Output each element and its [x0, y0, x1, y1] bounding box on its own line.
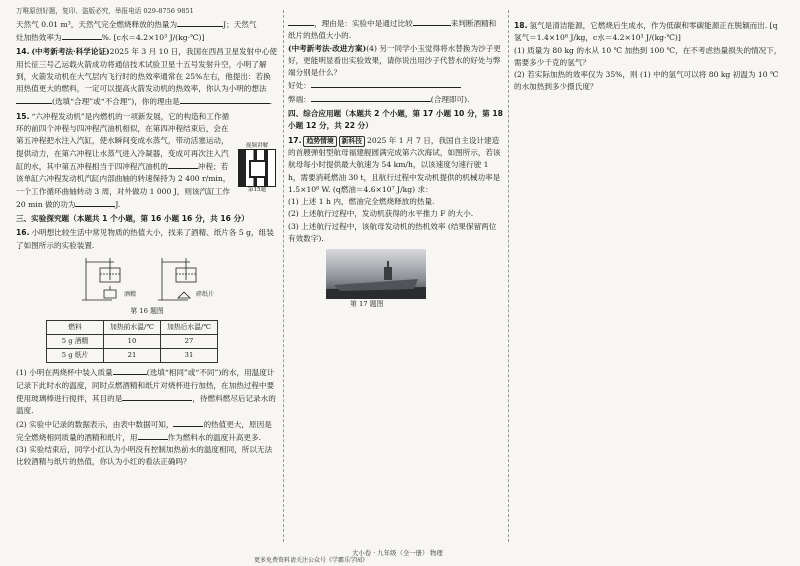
q16-part3-continuation: ，理由是：实验中是通过比较 来判断酒精和纸片的热值大小的. — [288, 19, 497, 41]
question-14: 14. (中考新考法·科学论证)2025 年 3 月 10 日，我国在西昌卫星发射中心使用长征三号乙运载火箭成功将通信技术试验卫星十五号发射升空，小明了解到，火箭发动机在大气层内飞行时的热效率通常在 25%左右，他提出：若换用热值更大的燃料，一定可以提高火箭发动机的热效率，你认为小明的想法(选填“合理”或“不合理”)，你的理由是 . — [16, 47, 278, 107]
aircraft-carrier-photo — [326, 249, 426, 299]
column-1: 万唯原创好题，复印、盗版必究，举报电话 029-8756 9851 天然气 0.01 m³，天然气完全燃烧释放的热量为 J；天然气 灶加热效率为 %. [c水＝4.2×10³ J/(kg·℃)] 14. (中考新考法·科学论证)2025 年 3 月 10 日，我国在西昌卫星发射中心使用长征三号乙运载火箭成功将通信技术试验卫星十五号发射升空，小明了解到，火箭发动机在大气层内飞行时的热效率通常在 25%左右，他提出：若换用热值更大的燃料，一定可以提高火箭发动机的热效率，你认为小明的想法(选填“合理”或“不合理”)，你的理由是 . 视频讲解 第15题 15. “六冲程发动机”是内燃机的一项新发展，它的构造和工作循环的前四个冲程与四冲程汽油机相似，在第四冲程结束后，会在第五冲程把水注入汽缸，使水瞬间变成水蒸气，带动活塞运动，提供动力，在第六冲程让水蒸气进入冷凝器，变成可再次注入汽缸的水，其中第五冲程相当于四冲程汽油机的 冲程；若该单缸六冲程发动机汽缸内部曲轴的转速保持为 2 400 r/min，一个工作循环曲轴转动 3 周，对外做功 1 000 J，则该汽缸工作 20 min 做的功为 J. 三、实验探究题（本题共 1 个小题，第 16 小题 16 分，共 16 分） 16. 小明想比较生活中常见物质的热值大小，找来了酒精、纸片各 5 g，组装了如图所示的实验装置. 酒精 碎纸片 第 16 题图 燃料 加热前水温/℃ 加热后水温/℃ 5 g 酒精 10 27 5 g 纸片 21 31 (1) 小明在两烧杯中装入质量 (选填“相同”或“不同”)的水，用温度计记录下此时水的温度，同时点燃酒精和纸片对烧杯进行加热，在加热过程中要使用玻璃棒进行搅拌，其目的是 ，待燃料燃尽后记录水的温度. (2) 实验中记录的数据表示，由表中数据可知， 的热值更大，原因是完全燃烧相同质量的酒精和纸片，用 作为燃料水的温度升高更多. (3) 实验结束后，同学小红认为小明没有控制加热前水的温度相同，所以无法比较酒精与纸片的热值，你认为小红的看法正确吗？ — [16, 6, 278, 544]
figure-16-caption: 第 16 题图 — [130, 307, 164, 316]
experiment-figure — [16, 254, 278, 317]
footer-notice: 更多免费资料请关注公众号《学霸乐学园》 — [254, 557, 369, 565]
ship-icon — [326, 249, 426, 299]
section-3-heading: 三、实验探究题（本题共 1 个小题，第 16 小题 16 分，共 16 分） — [16, 214, 249, 224]
q13-continuation: 天然气 0.01 m³，天然气完全燃烧释放的热量为 J；天然气 — [16, 19, 257, 29]
header-watermark: 万唯原创好题，复印、盗版必究，举报电话 029-8756 9851 — [16, 7, 194, 15]
question-15: 15. “六冲程发动机”是内燃机的一项新发展，它的构造和工作循环的前四个冲程与四冲程汽油机相似，在第四冲程结束后，会在第五冲程把水注入汽缸，使水瞬间变成水蒸气，带动活塞运动，提供动力，在第六冲程让水蒸气进入冷凝器，变成可再次注入汽缸的水，其中第五冲程相当于四冲程汽油机的 冲程；若该单缸六冲程发动机汽缸内部曲轴的转速保持为 2 400 r/min，一个工作循环曲轴转动 3 周，对外做功 1 000 J，则该汽缸工作 20 min 做的功为 J. — [16, 111, 231, 209]
answer-blank[interactable] — [62, 31, 102, 40]
column-divider — [283, 10, 284, 542]
label-alcohol: 酒精 — [124, 291, 137, 299]
question-18: 18. 氢气是清洁能源，它燃烧后生成水，作为低碳和零碳能源正在脱颖而出. [q氢气＝1.4×10⁸ J/kg，c水＝4.2×10³ J/(kg·℃)] — [514, 21, 778, 43]
q18-sub2: (2) 若实际加热的效率仅为 35%，则 (1) 中的氢气可以将 80 kg 初温为 10 ℃ 的水加热到多少摄氏度？ — [514, 70, 779, 92]
answer-blank[interactable] — [168, 160, 198, 169]
q16-part4: (中考新考法·改进方案)(4) 另一同学小玉觉得将水替换为沙子更好，更能明显看出实验效果，请你说出用沙子代替水的好处与弊端分别是什么？ — [288, 43, 501, 78]
q17-sub3: (3) 上述航行过程中，该航母发动机的热机效率 (结果保留两位有效数字). — [288, 221, 497, 244]
answer-blank[interactable] — [16, 95, 52, 104]
table-row: 5 g 纸片 21 31 — [47, 349, 218, 363]
q17-sub2: (2) 上述航行过程中，发动机获得的水平推力 F 的大小. — [288, 209, 474, 219]
answer-blank[interactable] — [177, 18, 223, 27]
answer-blank[interactable] — [113, 366, 147, 375]
section-4-heading: 四、综合应用题（本题共 2 个小题，第 17 小题 10 分，第 18 小题 12 分，共 22 分） — [288, 109, 503, 131]
experiment-apparatus-diagram — [72, 254, 222, 302]
q16-part1: (1) 小明在两烧杯中装入质量 (选填“相同”或“不同”)的水，用温度计记录下此时水的温度，同时点燃酒精和纸片对烧杯进行加热，在加热过程中要使用玻璃棒进行搅拌，其目的是 ，待燃料燃尽后记录水的温度. — [16, 368, 276, 416]
experiment-data-table — [46, 320, 218, 363]
column-divider — [508, 10, 509, 542]
answer-blank[interactable] — [75, 198, 115, 207]
qr-code-icon[interactable] — [238, 149, 276, 187]
q16-part2: (2) 实验中记录的数据表示，由表中数据可知， 的热值更大，原因是完全燃烧相同质量的酒精和纸片，用 作为燃料水的温度升高更多. — [16, 419, 272, 442]
figure-17-caption: 第 17 题图 — [350, 300, 384, 309]
answer-blank[interactable] — [413, 17, 451, 26]
answer-blank[interactable] — [311, 79, 461, 88]
answer-blank[interactable] — [180, 95, 270, 104]
q16-part3: (3) 实验结束后，同学小红认为小明没有控制加热前水的温度相同，所以无法比较酒精与纸片的热值，你认为小红的看法正确吗？ — [16, 445, 273, 467]
answer-blank[interactable] — [288, 17, 314, 26]
q17-sub1: (1) 上述 1 h 内，燃油完全燃烧释放的热量. — [288, 197, 435, 207]
question-16: 16. 小明想比较生活中常见物质的热值大小，找来了酒精、纸片各 5 g，组装了如图所示的实验装置. — [16, 228, 274, 250]
column-2 — [288, 6, 503, 544]
answer-blank[interactable] — [173, 418, 203, 427]
page-footer — [0, 548, 800, 560]
tech-tag: 新科技 — [339, 136, 365, 147]
answer-blank[interactable] — [138, 431, 168, 440]
question-17: 17. 趋势情境 新科技 2025 年 1 月 7 日，我国自主设计建造的首艘弹射型航母福建舰圆满完成第六次海试，如图所示，若该航母每小时提供最大航速为 54 km/h，以该速度匀速行驶 1 h，需要消耗燃油 30 t，且航行过程中发动机提供的机械功率是 1.5×10⁸ W. (q燃油＝4.6×10⁷ J/kg) 求： — [288, 135, 501, 194]
q18-sub1: (1) 质量为 80 kg 的水从 10 ℃ 加热到 100 ℃，在不考虑热量损失的情况下，需要多少千克的氢气？ — [514, 45, 782, 67]
qr-code-block: 视频讲解 第15题 — [236, 143, 278, 194]
answer-blank[interactable] — [311, 93, 431, 102]
pro-line: 好处： — [288, 79, 503, 92]
con-line: 弊端： (合理即可). — [288, 94, 470, 104]
answer-blank[interactable] — [122, 392, 192, 401]
footer-book-title: 大小卷 · 九年级（全一册） — [352, 549, 429, 557]
column-3 — [514, 6, 784, 544]
table-row: 5 g 酒精 10 27 — [47, 335, 218, 349]
table-header-row: 燃料 加热前水温/℃ 加热后水温/℃ — [47, 321, 218, 335]
label-paper: 碎纸片 — [196, 291, 215, 299]
footer-subject: 物理 — [430, 549, 443, 557]
trend-tag: 趋势情境 — [303, 136, 336, 147]
